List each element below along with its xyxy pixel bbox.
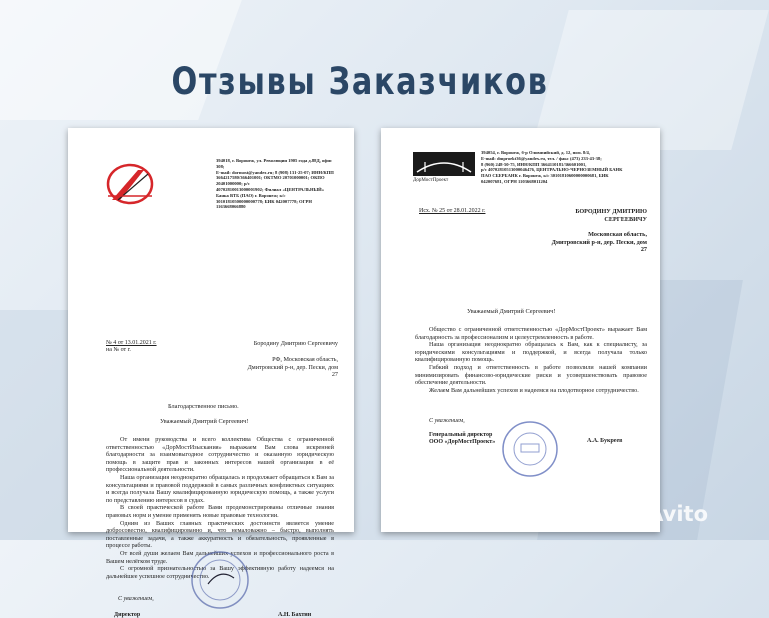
- letterhead-details: 394018, г. Воронеж, ул. Революции 1905 года д.88Д, офис 308; E-mail: dormost@yandex.ru; 8 (908) 131-25-07; ИНН/КПП 3664217580/366401001; ОКТМО 20701000001; ОКПО 20401000000; р/с 40702810013000001902; Филиал «ЦЕНТРАЛЬНЫЙ» Банка ВТБ (ПАО) г. Воронеж; к/с 30101810500000000778; БИК 042007778; ОГРН 1163668066880: [216, 158, 334, 210]
- letter-body: Общество с ограниченной ответственностью «ДорМостПроект» выражает Вам благодарность за профессионализм и целеустремленность в работе. Наша организация неоднократно обращалась к Вам, как к специалисту, за юридическими консультациями и поддержкой, и всегда получала только квалифицированную помощь. Гибкий подход и ответственность в работе позволили нашей компании минимизировать финансово-юридические риски и усовершенствовать правовое обеспечение деятельности. Желаем Вам дальнейших успехов и надеемся на плодотворное сотрудничество.: [415, 326, 647, 394]
- signer-name: А.Н. Бахтин: [278, 612, 312, 618]
- letter-dormostizyskaniya[interactable]: [68, 128, 354, 618]
- avito-logo-icon: [617, 503, 643, 525]
- letter-greeting: Уважаемый Дмитрий Сергеевич!: [467, 308, 556, 315]
- recipient-block: БОРОДИНУ ДМИТРИЮ СЕРГЕЕВИЧУ Московская область, Дмитровский р-н, дер. Пески, дом 27: [551, 208, 647, 254]
- company-stamp-icon: [499, 418, 561, 480]
- signer-position: Генеральный директор ООО «ДорМостПроект»: [429, 432, 496, 446]
- letterhead-details: 394054, г. Воронеж, б-р Олимпийский, д. 12, пом. 8/4, E-mail: dmproekt36@yandex.ru, тел. / факс (473) 233-43-38; 8 (960) 248-50-75, ИНН/КПП 3664110181/366601001, р/с 40702810513000046476, ЦЕНТРАЛЬНО-ЧЕРНОЗЕМНЫЙ БАНК ПАО СБЕРБАНК г. Воронеж, к/с 30101810600000000681, БИК 042007681, ОГРН 1103668011204: [481, 150, 623, 184]
- company-stamp-icon: [188, 548, 252, 612]
- outgoing-number: Исх. № 25 от 28.01.2022 г.: [419, 208, 486, 214]
- avito-watermark: [617, 502, 708, 526]
- avito-text: Avito: [647, 502, 708, 526]
- signer-position: Директор: [114, 612, 141, 618]
- logo-caption: ДорМостПроект: [413, 178, 449, 183]
- dormostizyskaniya-logo-icon: [98, 160, 162, 212]
- letter-dormostproekt[interactable]: [381, 128, 660, 532]
- letter-body: От имени руководства и всего коллектива Общества с ограниченной ответственностью «ДорМостИзыскания» выражаем Вам слова искренней благодарности за взаимовыгодное сотрудничество и оказанную юридическую помощь в защите прав и законных интересов нашей организации в её профессиональной деятельности. Наша организация неоднократно обращалась и продолжает обращаться к Вам за консультациями и правовой поддержкой в самых различных конфликтных ситуациях и всегда получала Вашу квалифицированную юридическую помощь, а также услуги по представлению интересов в судах. В своей практической работе Вами продемонстрированы отличные знания правовых норм и умение применять новые правовые технологии. Одним из Ваших главных практических достоинств является умение добросовестно, квалифицированно и, что немаловажно – быстро, выполнять поставленные задачи, а также аккуратность и обязательность, проявленные в процессе работы. От всей души желаем Вам дальнейших успехов и профессионального роста в Вашем нелёгком труде. С огромной признательностью за Вашу эффективную работу надеемся на дальнейшее успешное сотрудничество.: [106, 436, 334, 580]
- letter-heading: Благодарственное письмо.: [168, 403, 239, 410]
- letter-closing: С уважением,: [429, 418, 465, 424]
- recipient-block: Бородину Дмитрию Сергеевичу РФ, Московская область, Дмитровский р-н, дер. Пески, дом 27: [247, 340, 338, 379]
- page-title: Отзывы Заказчиков: [171, 60, 549, 103]
- outgoing-number: № 4 от 13.01.2021 г. на № от г.: [106, 340, 157, 353]
- letter-closing: С уважением,: [118, 596, 154, 602]
- signer-name: А.А. Букреев: [587, 438, 623, 444]
- letter-greeting: Уважаемый Дмитрий Сергеевич!: [160, 418, 249, 425]
